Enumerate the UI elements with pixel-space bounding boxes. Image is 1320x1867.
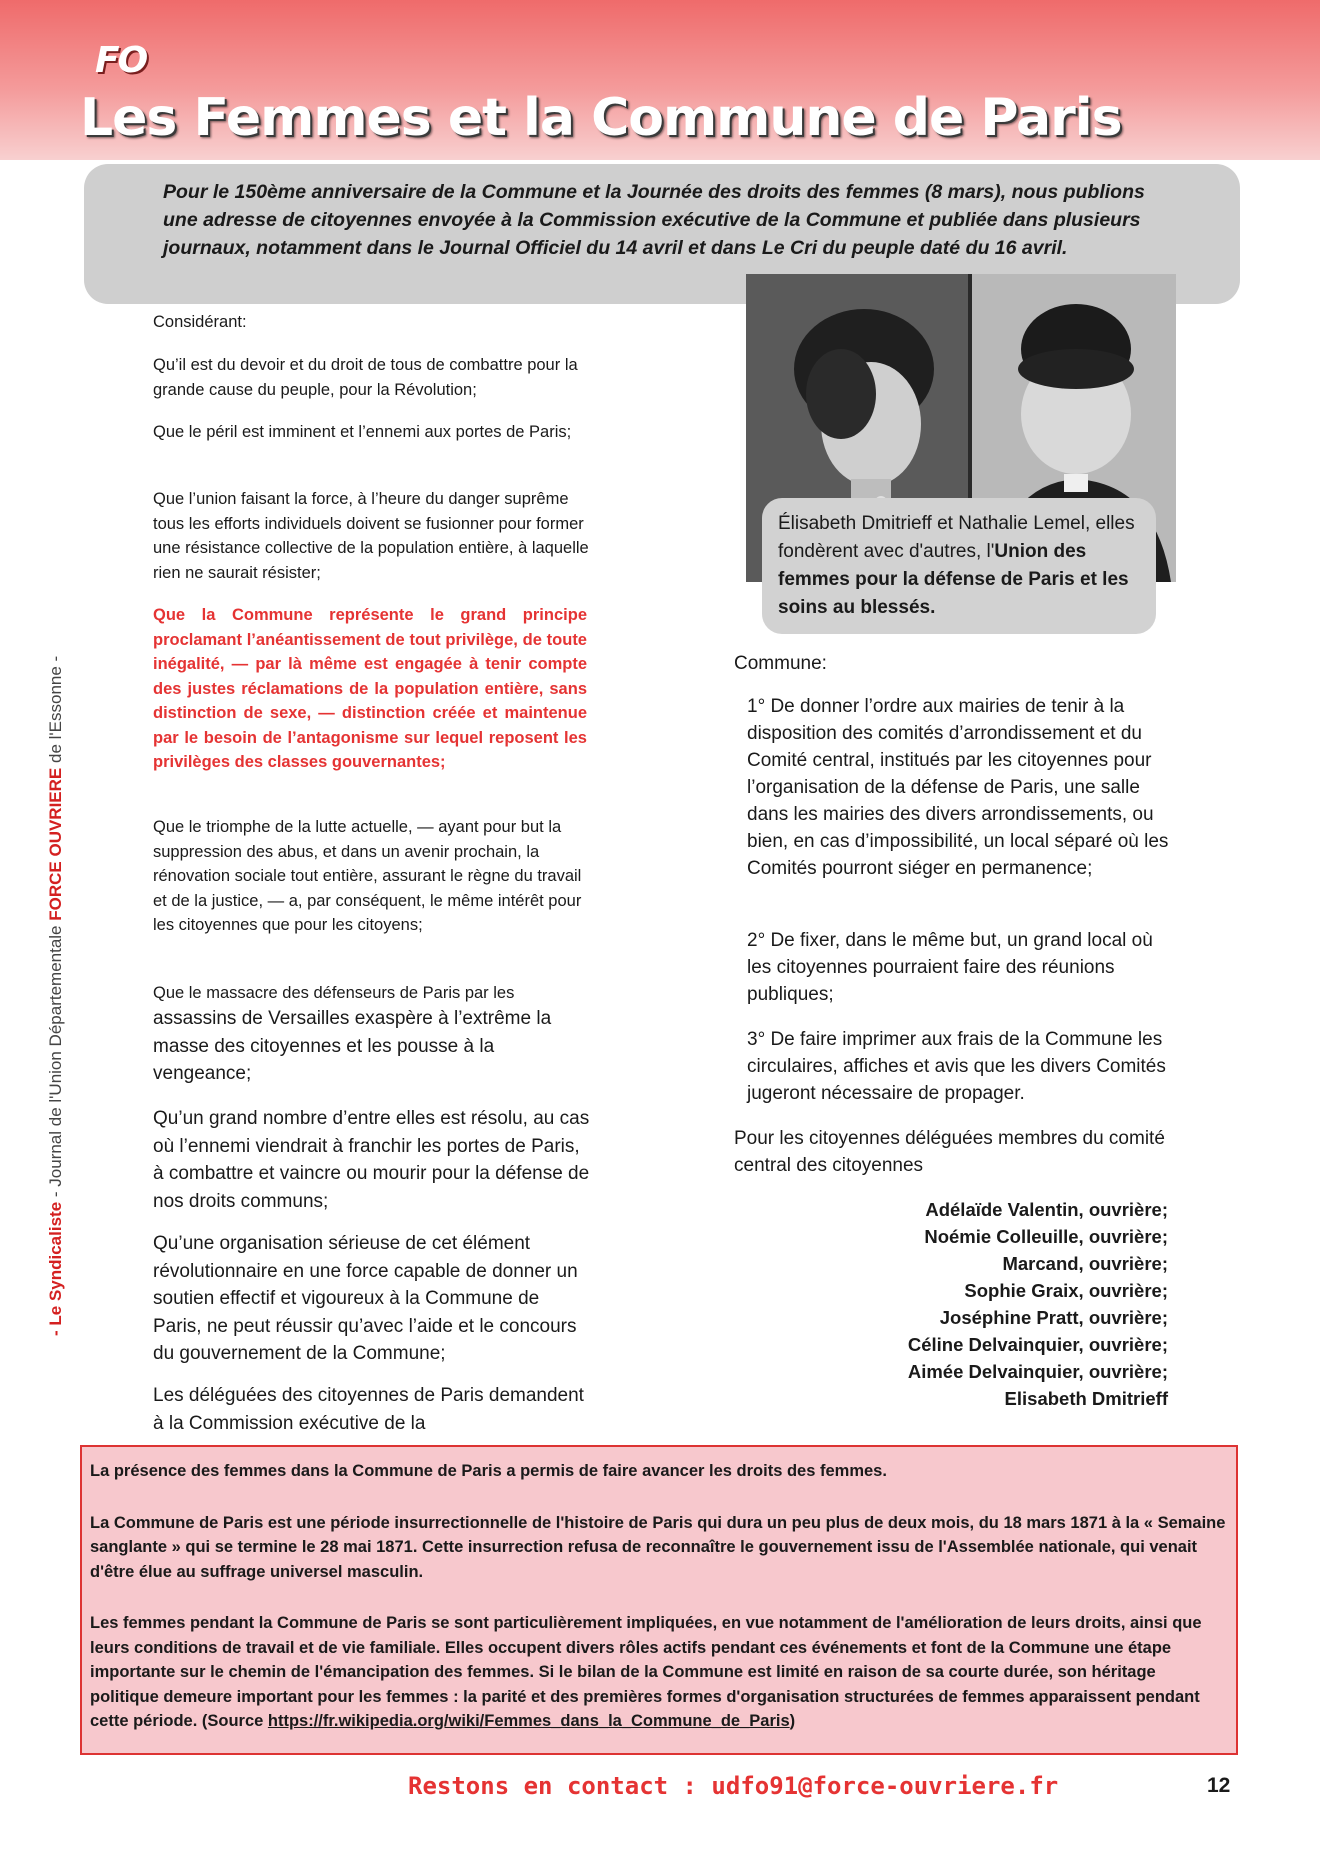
left-paragraph-8: Qu’une organisation sérieuse de cet élément révolutionnaire en une force capable de donner un soutien effectif et vigoureux à la Commune de Paris, ne peut réussir qu’avec l’aide et le concours du gouvernement de la Commune; bbox=[153, 1233, 578, 1364]
source-close: ) bbox=[789, 1712, 796, 1730]
photo-caption bbox=[762, 498, 1156, 634]
left-paragraph-6b: assassins de Versailles exaspère à l’extrême la masse des citoyennes et les pousse à la vengeance; bbox=[153, 1008, 552, 1084]
side-journal-name: - Le Syndicaliste bbox=[46, 1201, 65, 1336]
signature-item: Adélaïde Valentin, ouvrière; bbox=[925, 1199, 1168, 1220]
side-journal-org: FORCE OUVRIERE bbox=[46, 767, 65, 921]
info-paragraph-1: La présence des femmes dans la Commune de Paris a permis de faire avancer les droits des femmes. bbox=[90, 1462, 887, 1480]
signature-item: Elisabeth Dmitrieff bbox=[1004, 1388, 1168, 1409]
left-paragraph-2: Que le péril est imminent et l’ennemi aux portes de Paris; bbox=[153, 423, 572, 441]
commune-label: Commune: bbox=[734, 653, 827, 674]
demand-item-1: 1° De donner l’ordre aux mairies de tenir à la disposition des comités d’arrondissement et du Comité central, institués par les citoyennes pour l’organisation de la défense de Paris, une salle dans les mairies des divers arrondissements, ou bien, en cas d’impossibilité, un local séparé où les Comités pourront siéger en permanence; bbox=[747, 696, 1169, 879]
signature-item: Aimée Delvainquier, ouvrière; bbox=[907, 1361, 1168, 1382]
fo-logo: FO bbox=[95, 40, 147, 81]
left-paragraph-5: Que le triomphe de la lutte actuelle, — ayant pour but la suppression des abus, et dans un avenir prochain, la rénovation sociale tout entière, assurant le règne du travail et de la justice, — a, par conséquent, le même intérêt pour les citoyennes que pour les citoyens; bbox=[153, 818, 582, 934]
photo-caption-bold: Union des femmes pour la défense de Paris et les soins au blessés. bbox=[778, 541, 1129, 618]
demand-item-3: 3° De faire imprimer aux frais de la Commune les circulaires, affiches et avis que les divers Comités jugeront nécessaire de propager. bbox=[747, 1029, 1166, 1104]
info-box bbox=[80, 1445, 1238, 1755]
side-journal-middle: - Journal de l'Union Départementale bbox=[46, 920, 65, 1202]
info-paragraph-2: La Commune de Paris est une période insurrectionnelle de l'histoire de Paris qui dura un peu plus de deux mois, du 18 mars 1871 à la « Semaine sanglante » qui se termine le 28 mai 1871. Cette insurrection refusa de reconnaître le gouvernement issu de l'Assemblée nationale, qui venait d'être élue au suffrage universel masculin. bbox=[90, 1513, 1226, 1581]
considerant-label: Considérant: bbox=[153, 313, 247, 331]
left-paragraph-3: Que l’union faisant la force, à l’heure du danger suprême tous les efforts individuels doivent se fusionner pour former une résistance collective de la population entière, à laquelle rien ne saurait résister; bbox=[153, 490, 589, 582]
signature-item: Sophie Graix, ouvrière; bbox=[964, 1280, 1168, 1301]
demand-item-2: 2° De fixer, dans le même but, un grand local où les citoyennes pourraient faire des réunions publiques; bbox=[747, 930, 1153, 1005]
info-paragraph-3-text: Les femmes pendant la Commune de Paris se sont particulièrement impliquées, en vue notamment de l'amélioration de leurs droits, ainsi que leurs conditions de travail et de vie familiale. Elles occupent divers rôles actifs pendant ces événements et font de la Commune une étape importante sur le chemin de l'émancipation des femmes. Si le bilan de la Commune est limité en raison de sa courte durée, son héritage politique demeure important pour les femmes : la parité et des premières formes d'organisation structurées de femmes apparaissent pendant cette période. (Source bbox=[90, 1614, 1202, 1730]
left-paragraph-1: Qu’il est du devoir et du droit de tous de combattre pour la grande cause du peuple, pour la Révolution; bbox=[153, 356, 578, 399]
footer-contact: Restons en contact : udfo91@force-ouvriere.fr bbox=[408, 1772, 1059, 1800]
page-title: Les Femmes et la Commune de Paris bbox=[80, 88, 1122, 148]
info-paragraph-3 bbox=[90, 1611, 1228, 1734]
left-paragraph-9: Les déléguées des citoyennes de Paris demandent à la Commission exécutive de la bbox=[153, 1385, 584, 1434]
signature-item: Marcand, ouvrière; bbox=[1002, 1253, 1168, 1274]
photo-caption-text: Élisabeth Dmitrieff et Nathalie Lemel, elles fondèrent avec d'autres, l' bbox=[778, 513, 1135, 562]
signature-list bbox=[820, 1196, 1168, 1412]
signature-item: Céline Delvainquier, ouvrière; bbox=[907, 1334, 1168, 1355]
left-paragraph-7: Qu’un grand nombre d’entre elles est résolu, au cas où l’ennemi viendrait à franchir les portes de Paris, à combattre et vaincre ou mourir pour la défense de nos droits communs; bbox=[153, 1108, 590, 1212]
signature-item: Joséphine Pratt, ouvrière; bbox=[939, 1307, 1168, 1328]
side-journal-end: de l'Essonne - bbox=[46, 655, 65, 768]
source-link[interactable]: https://fr.wikipedia.org/wiki/Femmes_dans_la_Commune_de_Paris bbox=[267, 1712, 790, 1730]
intro-text: Pour le 150ème anniversaire de la Commune et la Journée des droits des femmes (8 mars), nous publions une adresse de citoyennes envoyée à la Commission exécutive de la Commune et publiée dans plusieurs journaux, notamment dans le Journal Officiel du 14 avril et dans Le Cri du peuple daté du 16 avril. bbox=[163, 181, 1145, 259]
left-paragraph-6a: Que le massacre des défenseurs de Paris par les bbox=[153, 984, 515, 1002]
signature-item: Noémie Colleuille, ouvrière; bbox=[924, 1226, 1168, 1247]
side-journal-label bbox=[46, 656, 66, 1336]
left-paragraph-highlight: Que la Commune représente le grand principe proclamant l’anéantissement de tout privilège, de toute inégalité, — par là même est engagée à tenir compte des justes réclamations de la population entière, sans distinction de sexe, — distinction créée et maintenue par le besoin de l’antagonisme sur lequel reposent les privilèges des classes gouvernantes; bbox=[153, 606, 587, 771]
page-number: 12 bbox=[1207, 1774, 1231, 1797]
delegates-line: Pour les citoyennes déléguées membres du comité central des citoyennes bbox=[734, 1128, 1165, 1176]
